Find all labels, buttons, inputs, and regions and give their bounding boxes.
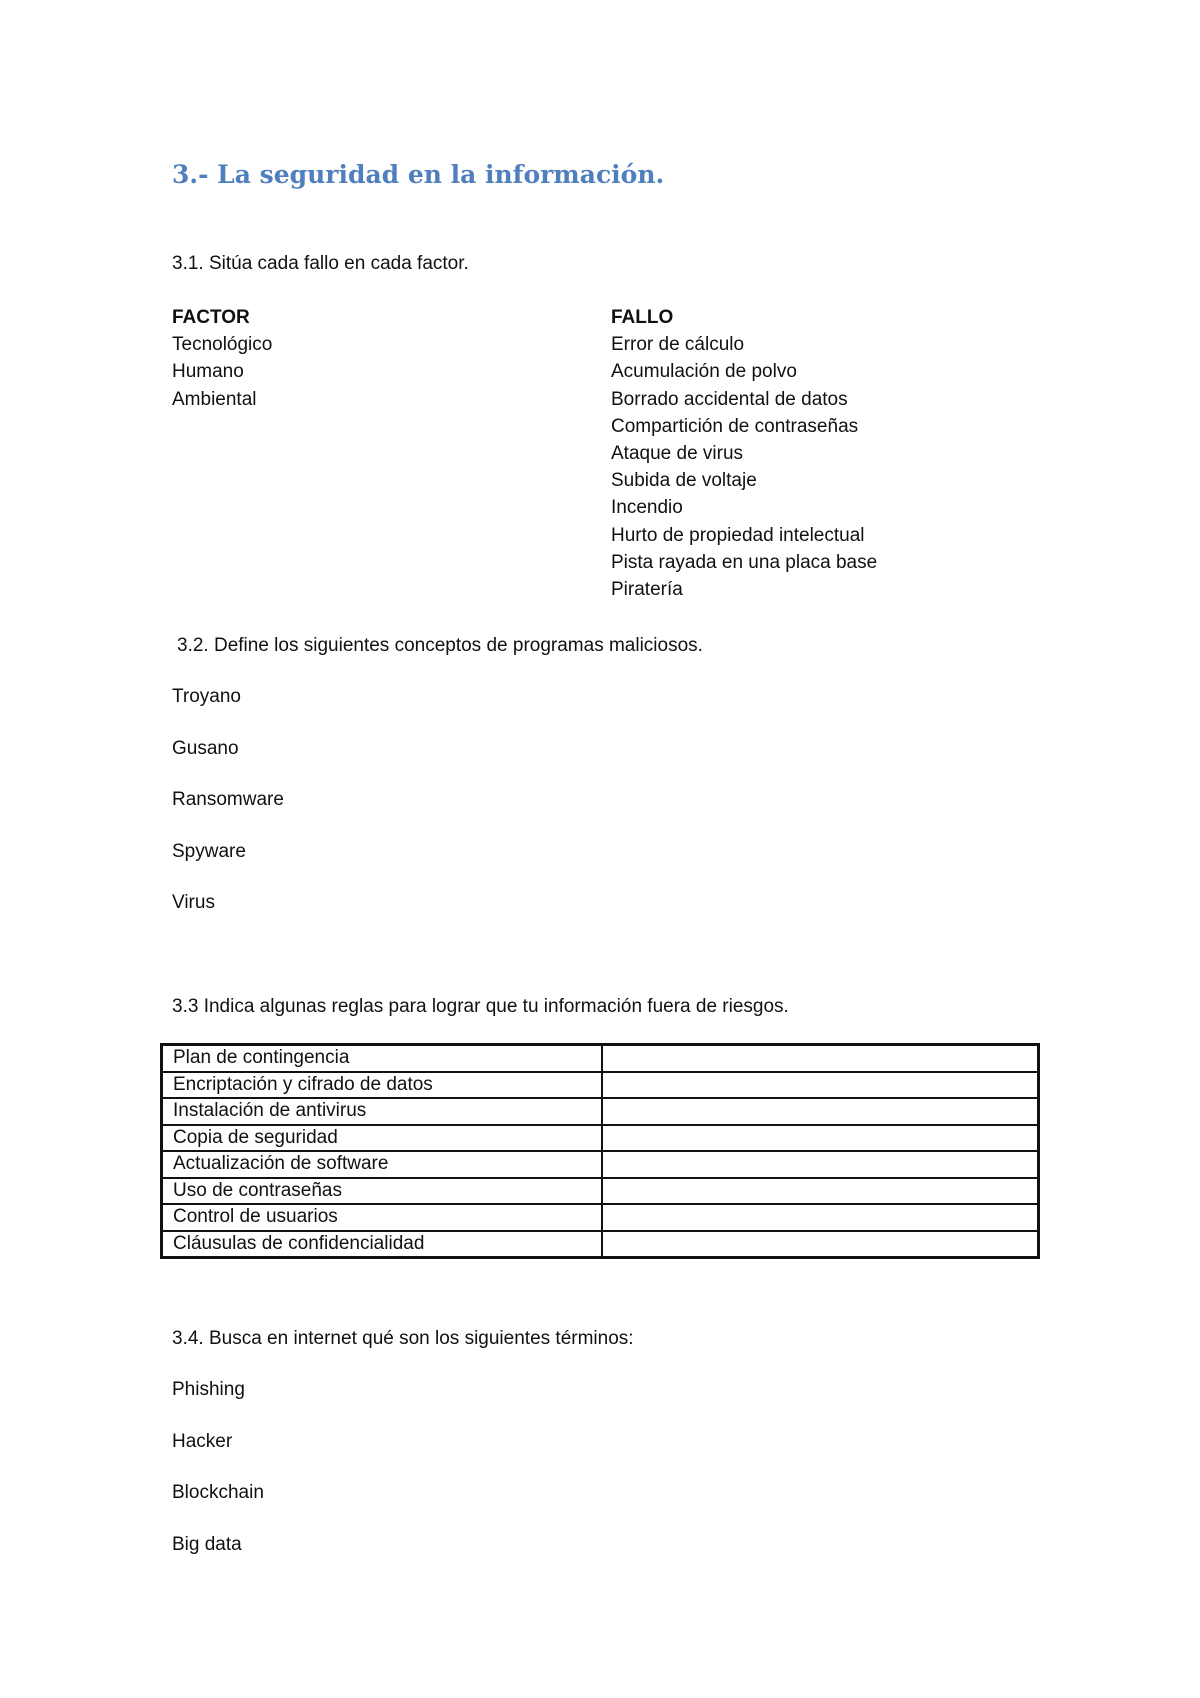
rule-label: Cláusulas de confidencialidad <box>162 1231 603 1258</box>
fallo-item: Compartición de contraseñas <box>611 415 859 437</box>
answer-cell[interactable] <box>602 1045 1039 1072</box>
factor-header: FACTOR <box>172 307 250 328</box>
question-3-4: 3.4. Busca en internet qué son los siguientes términos: <box>172 1328 634 1349</box>
list-item: Phishing <box>172 1379 245 1400</box>
list-item: Virus <box>172 892 215 913</box>
table-row <box>162 1178 1039 1205</box>
fallo-column <box>611 304 877 603</box>
fallo-item: Pista rayada en una placa base <box>611 551 878 573</box>
question-3-2: 3.2. Define los siguientes conceptos de programas maliciosos. <box>177 635 703 656</box>
fallo-item: Ataque de virus <box>611 443 744 465</box>
answer-cell[interactable] <box>602 1204 1039 1231</box>
answer-cell[interactable] <box>602 1151 1039 1178</box>
question-3-3: 3.3 Indica algunas reglas para lograr que tu información fuera de riesgos. <box>172 996 789 1017</box>
table-row <box>162 1045 1039 1072</box>
fallo-item: Incendio <box>611 497 683 519</box>
factor-item: Ambiental <box>172 388 257 410</box>
rule-label: Encriptación y cifrado de datos <box>162 1072 603 1099</box>
page-title: 3.- La seguridad en la información. <box>172 160 665 189</box>
table-row <box>162 1098 1039 1125</box>
rule-label: Control de usuarios <box>162 1204 603 1231</box>
fallo-item: Acumulación de polvo <box>611 361 797 383</box>
table-row <box>162 1072 1039 1099</box>
answer-cell[interactable] <box>602 1125 1039 1152</box>
fallo-item: Piratería <box>611 579 683 601</box>
answer-cell[interactable] <box>602 1072 1039 1099</box>
factor-item: Tecnológico <box>172 334 273 356</box>
factor-item: Humano <box>172 361 244 383</box>
list-item: Spyware <box>172 840 246 862</box>
list-item: Hacker <box>172 1430 233 1452</box>
list-item: Blockchain <box>172 1482 264 1503</box>
table-row <box>162 1125 1039 1152</box>
answer-cell[interactable] <box>602 1098 1039 1125</box>
answer-cell[interactable] <box>602 1231 1039 1258</box>
fallo-item: Subida de voltaje <box>611 470 757 492</box>
rule-label: Copia de seguridad <box>162 1125 603 1152</box>
list-item: Troyano <box>172 686 241 707</box>
list-item: Big data <box>172 1533 242 1555</box>
rules-table <box>160 1043 1040 1259</box>
list-item: Ransomware <box>172 789 284 810</box>
table-row <box>162 1204 1039 1231</box>
malware-terms-list <box>172 685 284 943</box>
fallo-item: Borrado accidental de datos <box>611 388 848 410</box>
fallo-header: FALLO <box>611 307 674 328</box>
list-item: Gusano <box>172 737 239 759</box>
rule-label: Instalación de antivirus <box>162 1098 603 1125</box>
table-row <box>162 1151 1039 1178</box>
factor-column <box>172 304 272 413</box>
internet-terms-list <box>172 1378 264 1584</box>
question-3-1: 3.1. Sitúa cada fallo en cada factor. <box>172 253 469 274</box>
answer-cell[interactable] <box>602 1178 1039 1205</box>
rule-label: Actualización de software <box>162 1151 603 1178</box>
fallo-item: Hurto de propiedad intelectual <box>611 524 865 546</box>
rule-label: Uso de contraseñas <box>162 1178 603 1205</box>
fallo-item: Error de cálculo <box>611 334 745 356</box>
table-row <box>162 1231 1039 1258</box>
rule-label: Plan de contingencia <box>162 1045 603 1072</box>
